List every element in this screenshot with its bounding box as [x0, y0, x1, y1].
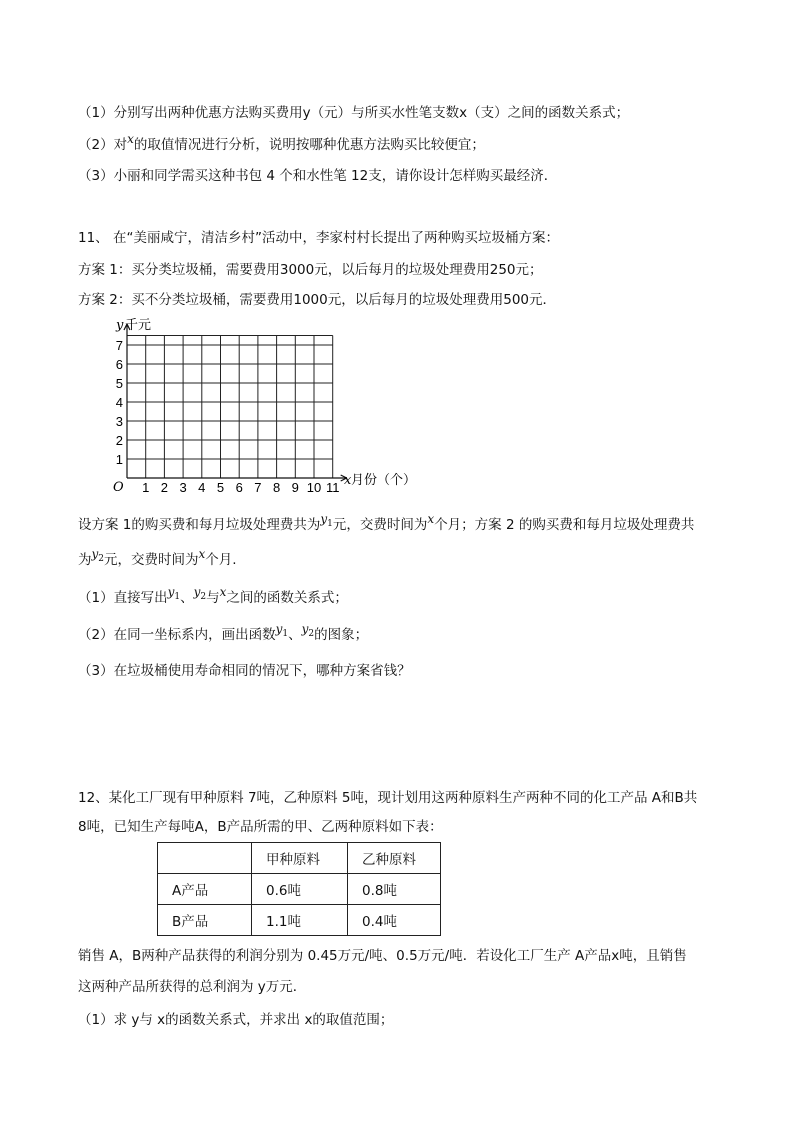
- x-tick-label: 10: [306, 480, 322, 495]
- y-tick-label: 3: [115, 414, 123, 429]
- y-tick-label: 7: [115, 338, 123, 353]
- q10-part2-text-b: 的取值情况进行分析，说明按哪种优惠方法购买比较便宜；: [133, 137, 485, 153]
- q11-desc2-a: 为: [78, 552, 92, 568]
- x-axis-unit: 月份（个）: [351, 472, 417, 487]
- table-cell: B产品: [158, 905, 252, 936]
- x-symbol: x: [219, 585, 227, 599]
- q11-desc1-a: 设方案 1的购买费和每月垃圾处理费共为: [78, 517, 321, 533]
- y-tick-label: 2: [115, 433, 123, 448]
- y-axis-unit: 千元: [125, 318, 152, 332]
- q11-desc2: [78, 547, 237, 571]
- x-axis-variable: x: [344, 473, 352, 488]
- q11-p2-b: 的图象；: [314, 627, 369, 643]
- q11-desc1: [78, 512, 695, 536]
- q10-part2: [78, 132, 485, 154]
- q11-plan2: 方案 2：买不分类垃圾桶，需要费用1000元，以后每月的垃圾处理费用500元．: [78, 292, 557, 308]
- y1-symbol: y: [275, 622, 283, 636]
- x-tick-label: 4: [198, 480, 206, 495]
- q12-line4: 这两种产品所获得的总利润为 y万元．: [78, 979, 307, 995]
- table-cell: 0.6吨: [252, 874, 348, 905]
- q11-desc2-b: 元，交费时间为: [104, 552, 199, 568]
- q11-p1-sep: 、: [180, 590, 194, 606]
- table-cell: A产品: [158, 874, 252, 905]
- q12-part1: （1）求 y与 x的函数关系式，并求出 x的取值范围；: [78, 1012, 394, 1028]
- table-row: [158, 874, 441, 905]
- q12-line3: 销售 A，B两种产品获得的利润分别为 0.45万元/吨、0.5万元/吨．若设化工厂生产 A产品x吨，且销售: [78, 948, 687, 964]
- q11-part3: （3）在垃圾桶使用寿命相同的情况下，哪种方案省钱？: [78, 663, 411, 679]
- tick-labels: [116, 338, 340, 495]
- q11-intro: 11、 在“美丽咸宁，清洁乡村”活动中，李家村村长提出了两种购买垃圾桶方案：: [78, 230, 559, 246]
- q12-line1: 12、某化工厂现有甲种原料 7吨，乙种原料 5吨，现计划用这两种原料生产两种不同的化工产品 A和B共: [78, 790, 698, 806]
- x-symbol: x: [427, 512, 435, 526]
- q11-part1: [78, 585, 348, 609]
- q10-part1: （1）分别写出两种优惠方法购买费用y（元）与所买水性笔支数x（支）之间的函数关系式；: [78, 105, 630, 121]
- x-tick-label: 6: [235, 480, 243, 495]
- q11-desc1-c: 个月；方案 2 的购买费和每月垃圾处理费共: [434, 517, 695, 533]
- y-tick-label: 6: [115, 357, 123, 372]
- y-tick-label: 1: [115, 452, 123, 467]
- table-header-cell: [158, 843, 252, 874]
- y2-symbol: y: [193, 585, 201, 599]
- table-cell: 1.1吨: [252, 905, 348, 936]
- q11-desc2-c: 个月.: [205, 552, 237, 568]
- x-tick-label: 11: [325, 480, 340, 495]
- materials-table: [157, 842, 441, 936]
- q11-p1-a: （1）直接写出: [78, 590, 168, 606]
- y1-subscript: 1: [174, 592, 181, 602]
- y2-symbol: y: [91, 547, 99, 561]
- y1-symbol: y: [167, 585, 175, 599]
- x-tick-label: 9: [291, 480, 299, 495]
- q11-p1-c: 之间的函数关系式；: [226, 590, 348, 606]
- coordinate-grid-chart: [108, 318, 428, 498]
- table-header-cell: 乙种原料: [348, 843, 441, 874]
- y1-symbol: y: [320, 512, 328, 526]
- q11-p2-sep: 、: [288, 627, 302, 643]
- q10-part2-text-a: （2）对: [78, 137, 128, 153]
- y2-subscript: 2: [98, 554, 105, 564]
- origin-label: O: [113, 480, 124, 495]
- x-tick-label: 3: [179, 480, 187, 495]
- q11-p2-a: （2）在同一坐标系内，画出函数: [78, 627, 276, 643]
- y2-symbol: y: [301, 622, 309, 636]
- q10-part2-var: x: [127, 132, 134, 146]
- y-tick-label: 4: [115, 395, 123, 410]
- x-tick-label: 5: [216, 480, 225, 495]
- x-tick-label: 1: [142, 480, 150, 495]
- q11-desc1-b: 元，交费时间为: [332, 517, 428, 533]
- table-row: [158, 905, 441, 936]
- q11-p1-b: 与: [206, 590, 220, 606]
- y2-subscript: 2: [200, 592, 207, 602]
- x-tick-label: 2: [160, 480, 169, 495]
- y1-subscript: 1: [327, 519, 333, 529]
- x-tick-label: 8: [272, 480, 281, 495]
- table-header-cell: 甲种原料: [252, 843, 348, 874]
- q12-line2: 8吨，已知生产每吨A，B产品所需的甲、乙两种原料如下表：: [78, 819, 443, 835]
- table-cell: 0.8吨: [348, 874, 441, 905]
- table-cell: 0.4吨: [348, 905, 441, 936]
- q11-part2: [78, 622, 369, 646]
- q10-part3: （3）小丽和同学需买这种书包 4 个和水性笔 12支，请你设计怎样购买最经济．: [78, 168, 558, 184]
- q11-plan1: 方案 1：买分类垃圾桶，需要费用3000元，以后每月的垃圾处理费用250元；: [78, 262, 543, 278]
- table-header-row: [158, 843, 441, 874]
- x-symbol: x: [198, 547, 206, 561]
- y1-subscript: 1: [282, 629, 289, 639]
- y-axis-variable: y: [116, 318, 124, 333]
- y2-subscript: 2: [308, 629, 315, 639]
- x-tick-label: 7: [254, 480, 262, 495]
- grid-lines: [127, 336, 333, 479]
- y-tick-label: 5: [115, 376, 123, 391]
